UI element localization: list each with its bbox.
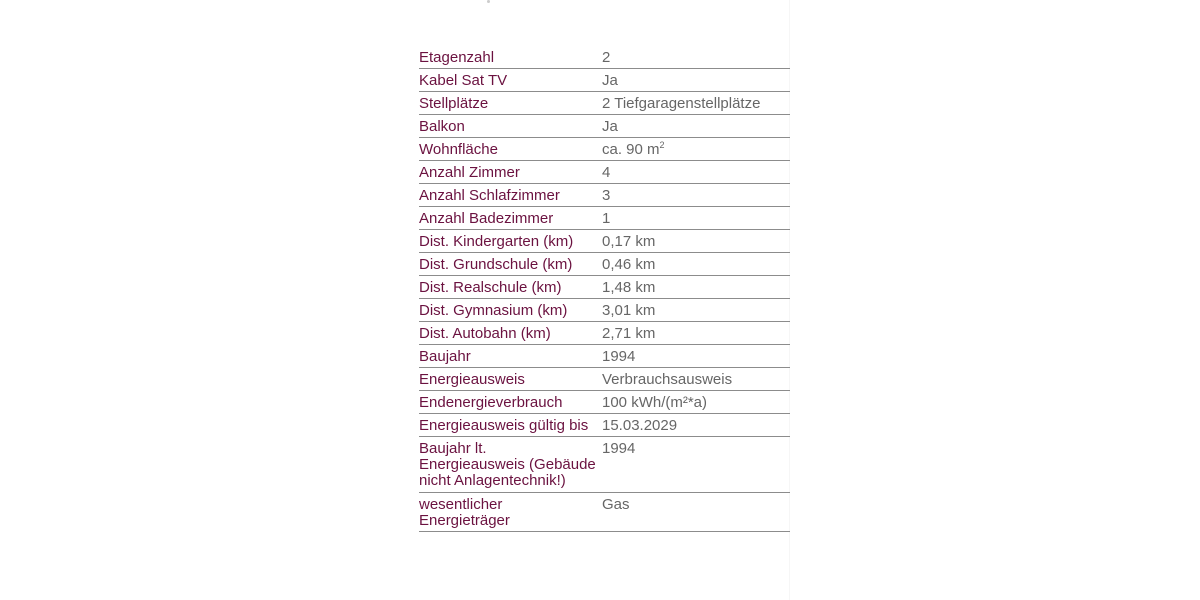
detail-value: 1 [602,210,611,227]
detail-label: Anzahl Badezimmer [419,210,554,227]
detail-value: Ja [602,118,618,135]
detail-row-anzahl-zimmer [419,161,790,184]
detail-row-balkon [419,115,790,138]
detail-value: 15.03.2029 [602,417,678,434]
detail-label: Stellplätze [419,95,489,112]
detail-row-dist-kindergarten [419,230,790,253]
detail-label: Energieausweis gültig bis [419,417,589,434]
detail-label: Anzahl Zimmer [419,164,520,181]
detail-row-energieausweis-gueltig-bis [419,414,790,437]
detail-label: Baujahr [419,348,471,365]
detail-row-baujahr-lt-energieausweis [419,437,790,493]
detail-row-stellplaetze [419,92,790,115]
detail-label: Dist. Autobahn (km) [419,325,551,342]
detail-label: Energieausweis [419,371,525,388]
detail-label: Anzahl Schlafzimmer [419,187,560,204]
detail-value: 0,46 km [602,256,656,273]
detail-value: Verbrauchsausweis [602,371,733,388]
detail-row-dist-grundschule [419,253,790,276]
detail-row-dist-realschule [419,276,790,299]
detail-value: 1,48 km [602,279,656,296]
detail-label: Kabel Sat TV [419,72,508,89]
detail-value [602,142,790,158]
detail-label: Endenergieverbrauch [419,394,563,411]
detail-row-wohnflaeche [419,138,790,161]
detail-label: Balkon [419,118,465,135]
superscript: 2 [659,140,665,150]
detail-value-text: ca. 90 m [602,141,660,158]
detail-row-baujahr [419,345,790,368]
detail-value: 0,17 km [602,233,656,250]
detail-label: Etagenzahl [419,49,495,66]
detail-row-dist-gymnasium [419,299,790,322]
detail-label: Wohnfläche [419,141,498,158]
detail-value: 1994 [602,440,636,457]
detail-row-wesentlicher-energietraeger [419,493,790,532]
decorative-dot [487,0,490,3]
detail-value: 100 kWh/(m²*a) [602,394,708,411]
detail-value: 2,71 km [602,325,656,342]
detail-value: 2 [602,49,611,66]
detail-value: 3 [602,187,611,204]
detail-label: wesentlicher Energieträger [419,496,510,529]
detail-value: Gas [602,496,630,513]
detail-row-endenergieverbrauch [419,391,790,414]
detail-row-energieausweis [419,368,790,391]
property-details-table [419,46,790,532]
detail-row-kabel-sat-tv [419,69,790,92]
detail-value: 3,01 km [602,302,656,319]
detail-value: 4 [602,164,611,181]
detail-value: 2 Tiefgaragenstellplätze [602,95,761,112]
detail-row-anzahl-badezimmer [419,207,790,230]
detail-row-dist-autobahn [419,322,790,345]
detail-row-etagenzahl [419,46,790,69]
detail-row-anzahl-schlafzimmer [419,184,790,207]
detail-label: Dist. Gymnasium (km) [419,302,568,319]
detail-label: Dist. Realschule (km) [419,279,562,296]
detail-label: Dist. Kindergarten (km) [419,233,574,250]
detail-label: Dist. Grundschule (km) [419,256,573,273]
detail-value: 1994 [602,348,636,365]
detail-value: Ja [602,72,618,89]
detail-label: Baujahr lt. Energieausweis (Gebäude nicht Anlagentechnik!) [419,440,596,489]
